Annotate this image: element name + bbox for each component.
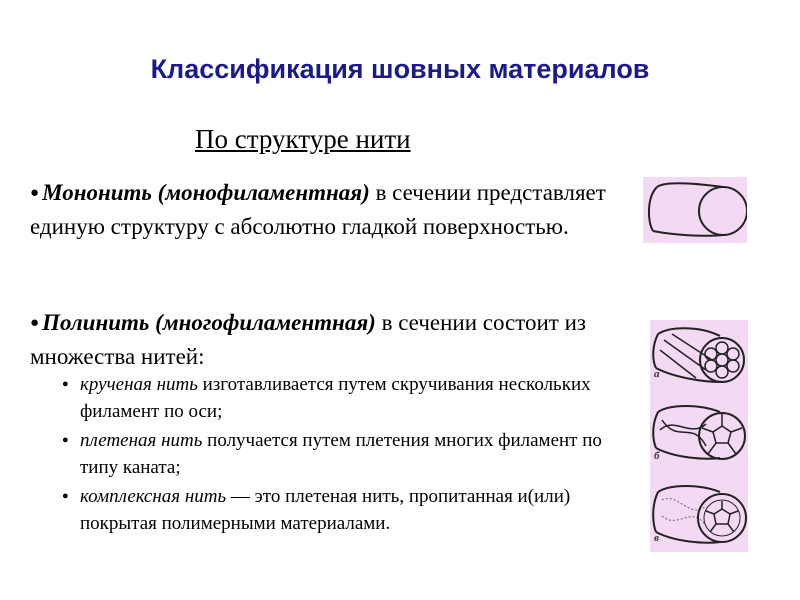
list-item-term: комплексная нить (80, 486, 227, 507)
bullet-icon: ● (30, 315, 40, 331)
list-item-term: крученая нить (80, 374, 198, 395)
figure-label-v: в (654, 532, 659, 544)
list-item-term: плетеная нить (80, 430, 203, 451)
list-item-text: изготавливается путем скручивания нескольких филамент по оси; (80, 374, 591, 422)
twisted-thread-drawing (653, 328, 744, 382)
list-item (62, 483, 622, 537)
polyfilament-illustration (650, 320, 748, 552)
polyfilament-paragraph (30, 306, 625, 373)
polyfilament-term: Полинить (многофиламентная) (42, 310, 376, 335)
monofilament-text: в сечении представляет единую структуру с абсолютно гладкой поверхностью. (30, 180, 606, 239)
list-item (62, 427, 622, 481)
section-subtitle: По структуре нити (195, 124, 411, 154)
monofilament-illustration (643, 177, 747, 243)
polyfilament-types-list (62, 371, 622, 539)
figure-label-a: а (654, 368, 660, 380)
complex-thread-drawing (653, 486, 746, 543)
list-item (62, 371, 622, 425)
braided-thread-drawing (653, 406, 745, 459)
monofilament-term: Мононить (монофиламентная) (42, 180, 370, 205)
figure-label-b: б (654, 450, 660, 462)
list-item-text: — это плетеная нить, пропитанная и(или) покрытая полимерными материалами. (80, 486, 571, 534)
monofilament-paragraph (30, 176, 625, 243)
polyfilament-text: в сечении состоит из множества нитей: (30, 310, 587, 369)
page-title: Классификация шовных материалов (150, 54, 650, 84)
list-item-text: получается путем плетения многих филамент по типу каната; (80, 430, 602, 478)
bullet-icon: ● (30, 185, 40, 201)
